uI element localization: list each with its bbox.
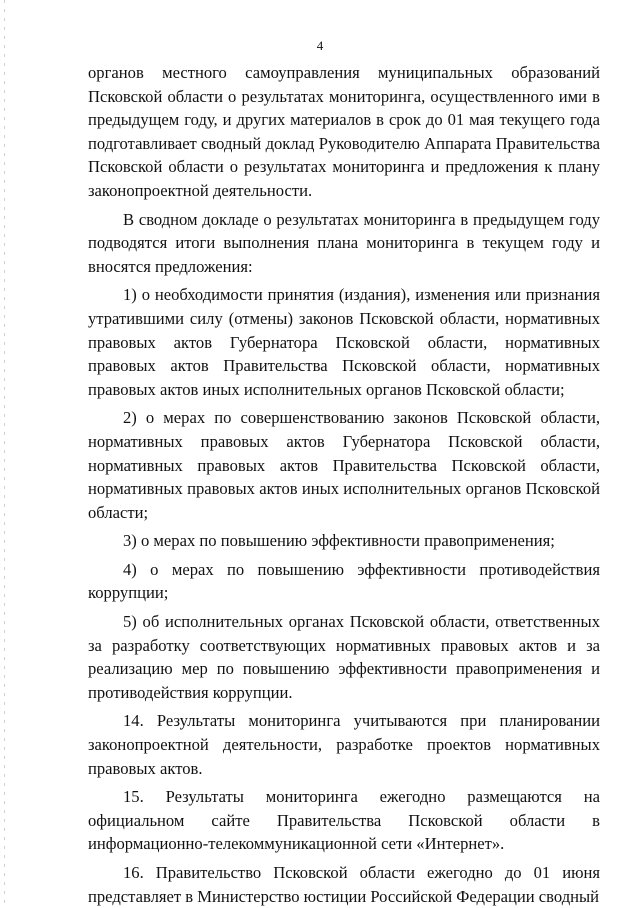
clause-15: 15. Результаты мониторинга ежегодно размещаются на официальном сайте Правительства Псковской области в информационно-телекоммуникационной сети «Интернет». <box>88 787 600 854</box>
list-item-4: 4) о мерах по повышению эффективности противодействия коррупции; <box>88 559 600 603</box>
clause-14: 14. Результаты мониторинга учитываются при планировании законопроектной деятельности, разработке проектов нормативных правовых актов. <box>88 711 600 778</box>
scan-edge-line <box>4 0 5 905</box>
list-item-3: 3) о мерах по повышению эффективности правоприменения; <box>123 531 555 551</box>
document-body <box>88 61 600 908</box>
list-item-5: 5) об исполнительных органах Псковской области, ответственных за разработку соответствующих нормативных правовых актов и за реализацию мер по повышению эффективности правоприменения и противодействия коррупции. <box>88 612 600 702</box>
list-item-1: 1) о необходимости принятия (издания), изменения или признания утратившими силу (отмены) законов Псковской области, нормативных правовых актов Губернатора Псковской области, нормативных правовых актов Правительства Псковской области, нормативных правовых актов иных исполнительных органов Псковской области; <box>88 285 600 399</box>
paragraph-continuation: органов местного самоуправления муниципальных образований Псковской области о результатах мониторинга, осуществленного ими в предыдущем году, и других материалов в срок до 01 мая текущего года подготавливает сводный доклад Руководителю Аппарата Правительства Псковской области о результатах мониторинга и предложения к плану законопроектной деятельности. <box>88 63 600 200</box>
clause-16: 16. Правительство Псковской области ежегодно до 01 июня представляет в Министерство юстиции Российской Федерации сводный <box>88 863 600 906</box>
list-item-2: 2) о мерах по совершенствованию законов Псковской области, нормативных правовых актов Губернатора Псковской области, нормативных правовых актов Правительства Псковской области, нормативных правовых актов иных исполнительных органов Псковской области; <box>88 408 600 522</box>
page-number: 4 <box>316 38 324 53</box>
paragraph-summary-report: В сводном докладе о результатах мониторинга в предыдущем году подводятся итоги выполнения плана мониторинга в текущем году и вносятся предложения: <box>88 209 600 276</box>
